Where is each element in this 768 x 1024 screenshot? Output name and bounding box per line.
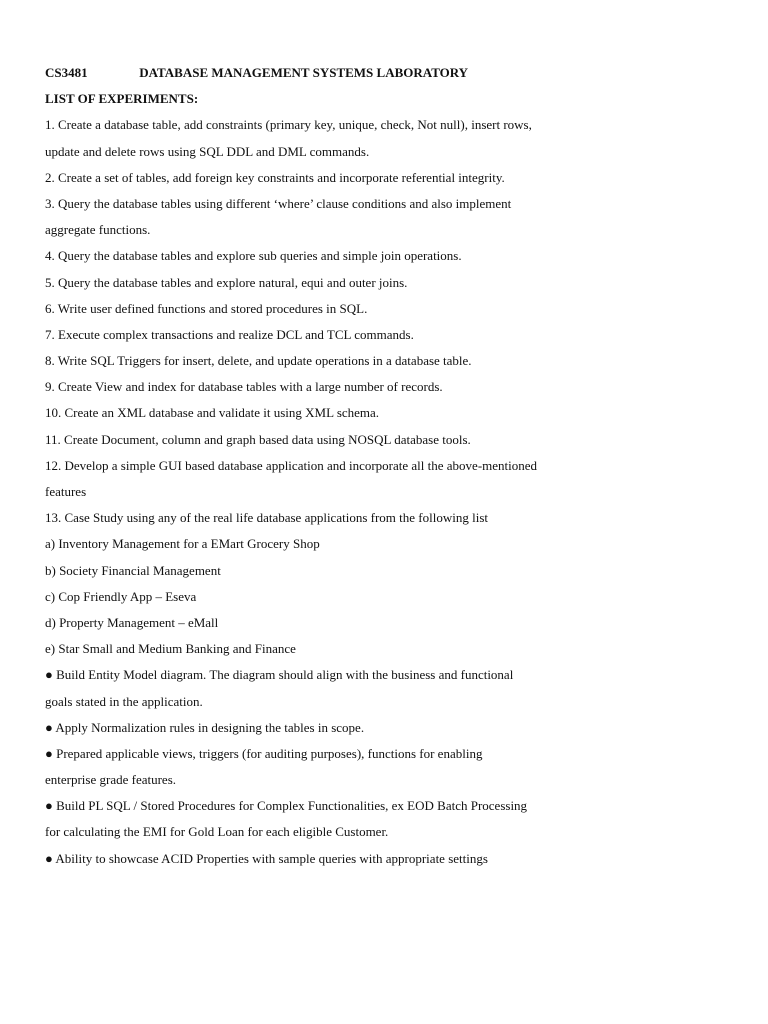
document-line: 6. Write user defined functions and stored procedures in SQL.	[45, 300, 368, 316]
document-line: features	[45, 484, 87, 499]
document-line: 4. Query the database tables and explore sub queries and simple join operations.	[45, 248, 462, 264]
document-line: 3. Query the database tables using different ‘where’ clause conditions and also implement	[45, 195, 512, 211]
document-line: d) Property Management – eMall	[45, 614, 219, 630]
document-line: 5. Query the database tables and explore natural, equi and outer joins.	[45, 274, 408, 290]
document-line: for calculating the EMI for Gold Loan for each eligible Customer.	[45, 824, 389, 840]
document-line: 2. Create a set of tables, add foreign key constraints and incorporate referential integrity.	[45, 169, 505, 185]
document-line: 10. Create an XML database and validate it using XML schema.	[45, 405, 380, 421]
document-line: enterprise grade features.	[45, 772, 177, 788]
document-line: ● Ability to showcase ACID Properties with sample queries with appropriate settings	[45, 850, 488, 866]
document-line: update and delete rows using SQL DDL and DML commands.	[45, 143, 370, 159]
document-line: 13. Case Study using any of the real life database applications from the following list	[45, 510, 488, 526]
document-line: 9. Create View and index for database tables with a large number of records.	[45, 379, 443, 395]
document-line: ● Prepared applicable views, triggers (for auditing purposes), functions for enabling	[45, 745, 483, 761]
document-body	[45, 60, 645, 872]
document-line: aggregate functions.	[45, 222, 151, 238]
document-line: e) Star Small and Medium Banking and Finance	[45, 641, 296, 657]
document-line: goals stated in the application.	[45, 693, 203, 709]
document-line: ● Build PL SQL / Stored Procedures for Complex Functionalities, ex EOD Batch Processing	[45, 798, 528, 814]
document-line: 8. Write SQL Triggers for insert, delete, and update operations in a database table.	[45, 353, 472, 369]
course-header	[45, 60, 645, 86]
document-line: ● Build Entity Model diagram. The diagram should align with the business and functional	[45, 667, 514, 683]
experiment-list	[45, 112, 645, 871]
document-line: a) Inventory Management for a EMart Grocery Shop	[45, 536, 320, 552]
document-line: 1. Create a database table, add constraints (primary key, unique, check, Not null), insert rows,	[45, 117, 532, 133]
document-line: ● Apply Normalization rules in designing the tables in scope.	[45, 719, 365, 735]
document-line: 12. Develop a simple GUI based database application and incorporate all the above-mentioned	[45, 457, 538, 473]
course-title: DATABASE MANAGEMENT SYSTEMS LABORATORY	[139, 65, 469, 80]
course-code: CS3481	[45, 65, 88, 80]
document-line: 11. Create Document, column and graph based data using NOSQL database tools.	[45, 431, 471, 447]
list-heading: LIST OF EXPERIMENTS:	[45, 91, 199, 107]
document-line: 7. Execute complex transactions and realize DCL and TCL commands.	[45, 326, 414, 342]
document-line: c) Cop Friendly App – Eseva	[45, 588, 197, 604]
document-line: b) Society Financial Management	[45, 562, 221, 578]
